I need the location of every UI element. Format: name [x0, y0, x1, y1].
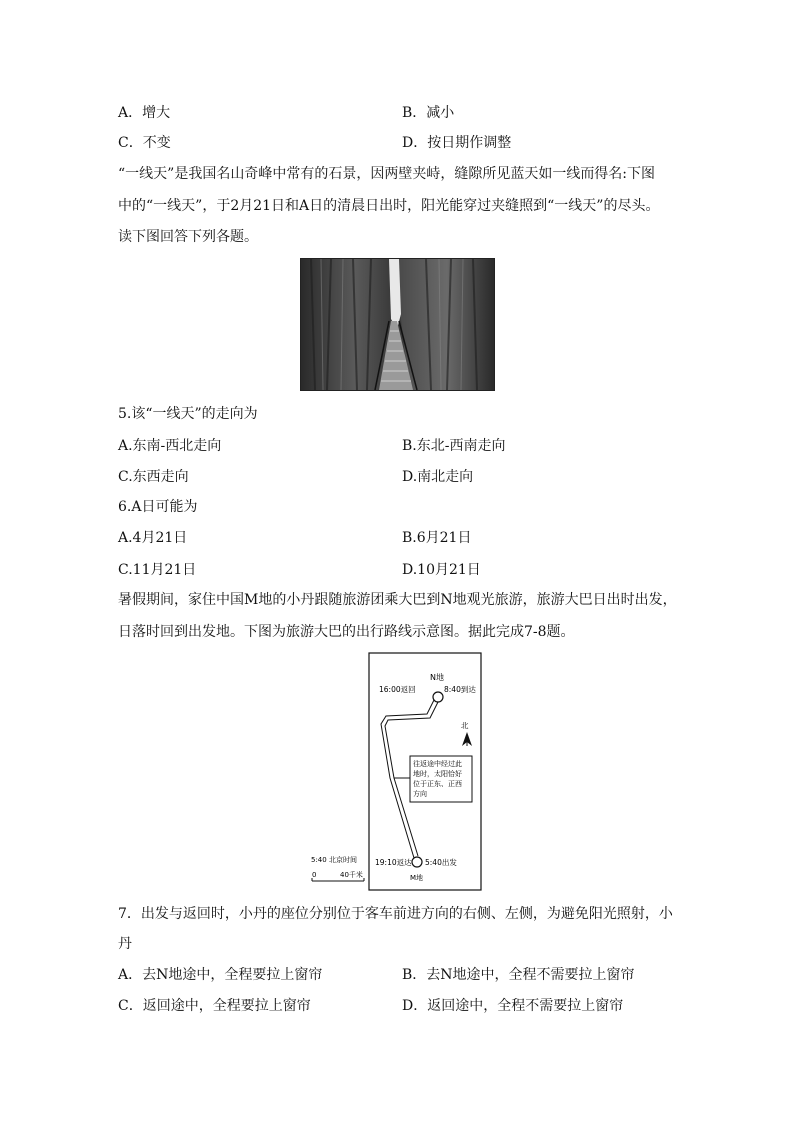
q7-option-d: D．返回途中，全程不需要拉上窗帘 [402, 998, 624, 1014]
q7-stem-line2: 丹 [118, 936, 132, 952]
map-north-label: 北 [461, 721, 469, 730]
q5-option-b: B.东北-西南走向 [402, 438, 506, 454]
map-note-line4: 方向 [413, 790, 427, 798]
q6-stem: 6.A日可能为 [118, 499, 198, 515]
q4-option-d: D．按日期作调整 [402, 135, 512, 151]
q5-option-c: C.东西走向 [118, 469, 189, 485]
q6-option-a: A.4月21日 [118, 530, 188, 546]
map-scale-zero: 0 [312, 871, 317, 879]
q5-option-d: D.南北走向 [402, 469, 474, 485]
q6-option-c: C.11月21日 [118, 562, 197, 578]
map-note-line3: 位于正东、正西 [413, 780, 462, 788]
map-n-label: N地 [430, 673, 444, 682]
intro-bus-line1: 暑假期间，家住中国M地的小丹跟随旅游团乘大巴到N地观光旅游，旅游大巴日出时出发， [118, 592, 677, 608]
q5-stem: 5.该“一线天”的走向为 [118, 406, 258, 422]
yixiantian-photo [300, 258, 495, 391]
q6-option-d: D.10月21日 [402, 562, 481, 578]
map-scale-time: 5:40 北京时间 [311, 856, 357, 864]
q7-option-a: A．去N地途中，全程要拉上窗帘 [118, 967, 323, 983]
map-n-return: 16:00返回 [379, 685, 416, 694]
bus-route-map [306, 652, 486, 892]
map-m-label: M地 [410, 874, 424, 882]
map-n-arrive: 8:40到达 [444, 685, 476, 694]
q6-option-b: B.6月21日 [402, 530, 472, 546]
intro-yixiantian-line2: 中的“一线天”，于2月21日和A日的清晨日出时，阳光能穿过夹缝照到“一线天”的尽头。 [118, 198, 660, 214]
map-note-line1: 往返途中经过此 [413, 760, 462, 768]
m-point-icon [412, 857, 422, 867]
q7-option-c: C．返回途中，全程要拉上窗帘 [118, 998, 311, 1014]
intro-yixiantian-line1: “一线天”是我国名山奇峰中常有的石景，因两壁夹峙，缝隙所见蓝天如一线而得名:下图 [118, 166, 656, 182]
q4-option-b: B．减小 [402, 105, 455, 121]
intro-yixiantian-line3: 读下图回答下列各题。 [118, 229, 258, 245]
intro-bus-line2: 日落时回到出发地。下图为旅游大巴的出行路线示意图。据此完成7-8题。 [118, 624, 575, 640]
map-m-return: 19:10返达 [375, 858, 412, 867]
q4-option-c: C．不变 [118, 135, 171, 151]
q4-option-a: A．增大 [118, 105, 171, 121]
q7-stem-line1: 7．出发与返回时，小丹的座位分别位于客车前进方向的右侧、左侧，为避免阳光照射，小 [118, 906, 673, 922]
map-m-depart: 5:40出发 [425, 858, 457, 867]
map-scale-km: 40千米 [340, 871, 363, 879]
map-note-line2: 地时，太阳恰好 [413, 770, 462, 778]
n-point-icon [433, 692, 443, 702]
q5-option-a: A.东南-西北走向 [118, 438, 222, 454]
q7-option-b: B．去N地途中，全程不需要拉上窗帘 [402, 967, 635, 983]
